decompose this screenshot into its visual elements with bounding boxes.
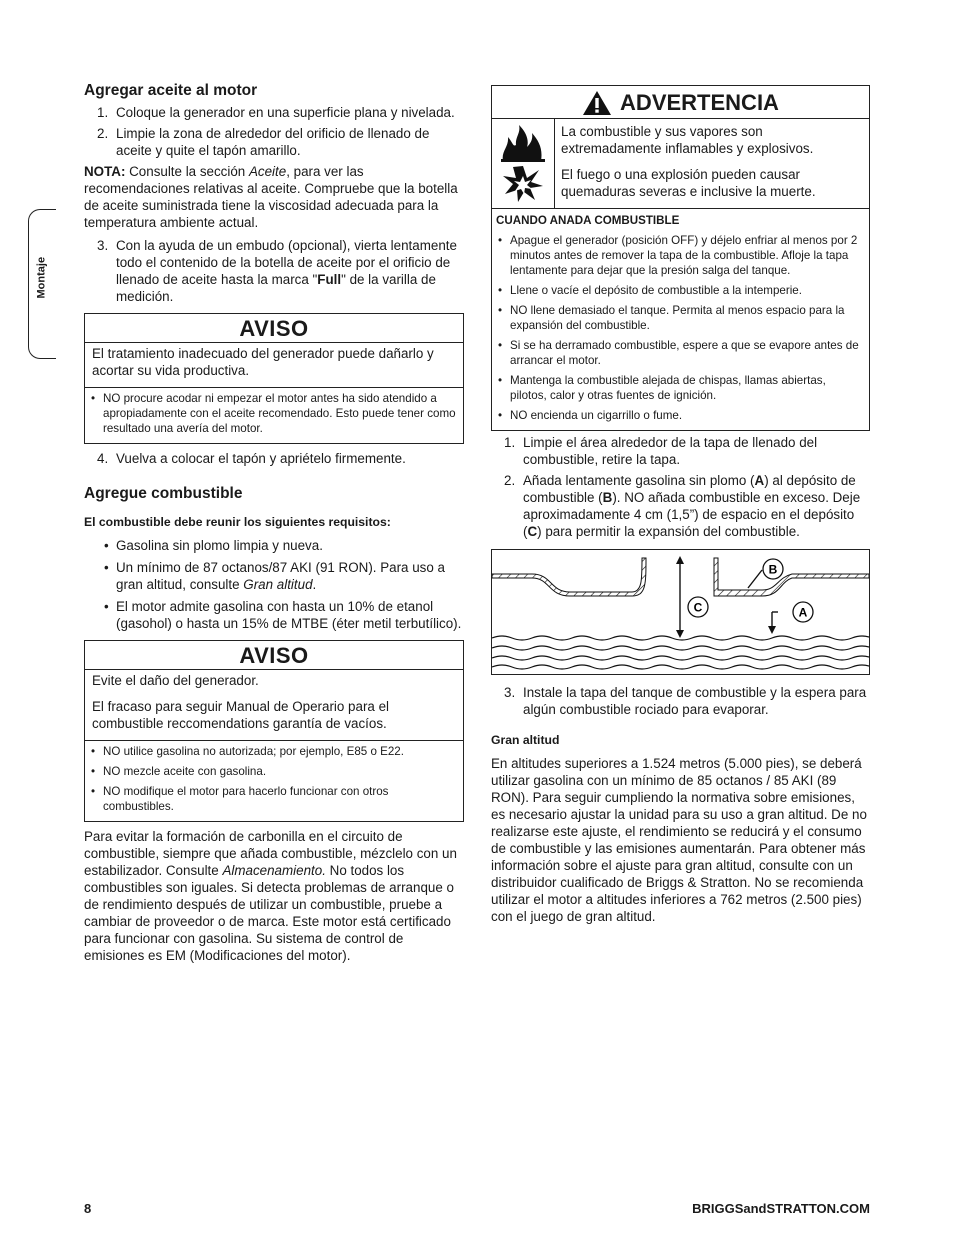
notice-title: AVISO — [85, 314, 463, 343]
explosion-icon — [501, 164, 545, 204]
oil-step-2: 2. Limpie la zona de alrededor del orificio de llenado de aceite y quite el tapón amarillo. — [97, 126, 430, 158]
warning-text-2: El fuego o una explosión pueden causar quemaduras severas e inclusive la muerte. — [561, 167, 816, 199]
fuel-step-1: 1. Limpie el área alrededor de la tapa de llenado del combustible, retire la tapa. — [504, 435, 818, 467]
fuel-requirements — [84, 537, 464, 632]
notice-box-oil: AVISO El tratamiento inadecuado del generador puede dañarlo y acortar su vida productiva. • NO procure acodar ni empezar el motor antes ha sido atendido a apropiadamente con el aceite recomendado. Esto puede tener como resultado una avería del motor. — [84, 313, 464, 444]
warning-item: • NO encienda un cigarrillo o fume. — [496, 408, 863, 423]
heading-high-altitude: Gran altitud — [491, 733, 560, 747]
fuel-steps — [491, 434, 870, 540]
section-tab — [28, 209, 56, 359]
fuel-tank-diagram — [491, 549, 870, 675]
warning-item: • Si se ha derramado combustible, espere a que se evapore antes de arrancar el motor. — [496, 338, 863, 368]
notice-box-fuel: AVISO Evite el daño del generador. El fracaso para seguir Manual de Operario para el combustible reccomendations garantía de vacíos. • NO utilice gasolina no autorizada; por ejemplo, E85 o E22. • NO mezcle aceite con gasolina. • NO modifique el motor para hacerlo funcionar con otros combustibles. — [84, 640, 464, 822]
oil-step-4: 4. Vuelva a colocar el tapón y apriételo firmemente. — [97, 451, 406, 466]
warning-triangle-icon — [582, 90, 612, 116]
svg-text:A: A — [798, 605, 808, 620]
fuel-req-2: • Un mínimo de 87 octanos/87 AKI (91 RON). Para uso a gran altitud, consulte Gran altitud. — [84, 559, 464, 593]
right-column — [491, 85, 870, 929]
oil-step-3: 3. Con la ayuda de un embudo (opcional), vierta lentamente todo el contenido de la botella de aceite por el orificio de llenado de aceite hasta la marca "Full" de la varilla de medición. — [97, 238, 457, 304]
warning-item: • Llene o vacíe el depósito de combustible a la intemperie. — [496, 283, 863, 298]
warning-item: • NO llene demasiado el tanque. Permita al menos espacio para la expansión del combustible. — [496, 303, 863, 333]
warning-subheading: CUANDO ANADA COMBUSTIBLE — [496, 214, 680, 227]
oil-steps — [84, 104, 464, 159]
section-tab-label: Montaje — [35, 256, 48, 299]
page-number: 8 — [84, 1201, 92, 1216]
label-c-callout — [688, 597, 708, 617]
website-url: BRIGGSandSTRATTON.COM — [692, 1201, 870, 1216]
fire-icon — [499, 123, 547, 163]
svg-text:C: C — [693, 600, 703, 615]
fuel-step-3: 3. Instale la tapa del tanque de combustible y la espera para algún combustible rociado para evaporar. — [504, 685, 867, 717]
oil-note: NOTA: Consulte la sección Aceite, para ver las recomendaciones relativas al aceite. Compruebe que la botella de aceite suministrada tiene la viscosidad adecuada para la temperatura ambiente actual. — [84, 164, 458, 230]
label-b-callout — [763, 559, 783, 579]
left-column — [84, 81, 464, 968]
label-a-callout — [793, 602, 813, 622]
warning-box — [491, 85, 870, 431]
notice-item: • NO procure acodar ni empezar el motor antes ha sido atendido a apropiadamente con el aceite recomendado. Esto puede tener como resultado una avería del motor. — [89, 391, 457, 436]
warning-item: • Mantenga la combustible alejada de chispas, llamas abiertas, pilotos, calor y otras fuentes de ignición. — [496, 373, 863, 403]
fuel-requirements-title: El combustible debe reunir los siguientes requisitos: — [84, 515, 391, 529]
warning-title: ADVERTENCIA — [620, 90, 779, 115]
warning-text-1: La combustible y sus vapores son extremadamente inflamables y explosivos. — [561, 124, 814, 156]
warning-item: • Apague el generador (posición OFF) y déjelo enfriar al menos por 2 minutos antes de remover la tapa de la combustible. Afloje la tapa lentamente para dejar que la presión salga del tanque. — [496, 233, 863, 278]
altitude-paragraph: En altitudes superiores a 1.524 metros (5.000 pies), se deberá utilizar gasolina con un mínimo de 85 octanos / 85 AKI (89 RON). Para seguir cumpliendo la normativa sobre emisiones, es necesario ajustar la unidad para su uso a gran altitud. De no realizarse este ajuste, el rendimiento se reducirá y el consumo de combustible y las emisiones aumentarán. Para obtener más información sobre el ajuste para gran altitud, consulte con un distribuidor cualificado de Briggs & Stratton. No se recomienda utilizar el motor a altitudes inferiores a 762 metros (2.500 pies) con el juego de gran altitud. — [491, 756, 867, 924]
heading-add-oil: Agregar aceite al motor — [84, 82, 258, 99]
notice-item: • NO modifique el motor para hacerlo funcionar con otros combustibles. — [89, 784, 457, 814]
notice-item: • NO utilice gasolina no autorizada; por ejemplo, E85 o E22. — [89, 744, 457, 759]
fuel-req-1: • Gasolina sin plomo limpia y nueva. — [84, 537, 464, 554]
fuel-req-3: • El motor admite gasolina con hasta un 10% de etanol (gasohol) o hasta un 15% de MTBE (éter metil terbutílico). — [84, 598, 464, 632]
fuel-step-2: 2. Añada lentamente gasolina sin plomo (A) al depósito de combustible (B). NO añada combustible en exceso. Deje aproximadamente 4 cm (1,5”) de espacio en el depósito (C) para permitir la expansión del combustible. — [504, 473, 861, 539]
svg-text:B: B — [768, 562, 778, 577]
notice-title: AVISO — [85, 641, 463, 670]
heading-add-fuel: Agregue combustible — [84, 485, 243, 502]
fuel-closing-paragraph: Para evitar la formación de carbonilla en el circuito de combustible, siempre que añada combustible, mézclelo con un estabilizador. Consulte Almacenamiento. No todos los combustibles son iguales. Si detecta problemas de arranque o de rendimiento después de utilizar un combustible, pruebe a cambiar de proveedor o de marca. Este motor está certificado para funcionar con gasolina. Su sistema de control de emisiones es EM (Modificaciones del motor). — [84, 829, 457, 963]
fuel-tank-illustration — [492, 550, 869, 674]
oil-step-1: 1. Coloque la generador en una superficie plana y nivelada. — [97, 105, 455, 120]
notice-item: • NO mezcle aceite con gasolina. — [89, 764, 457, 779]
